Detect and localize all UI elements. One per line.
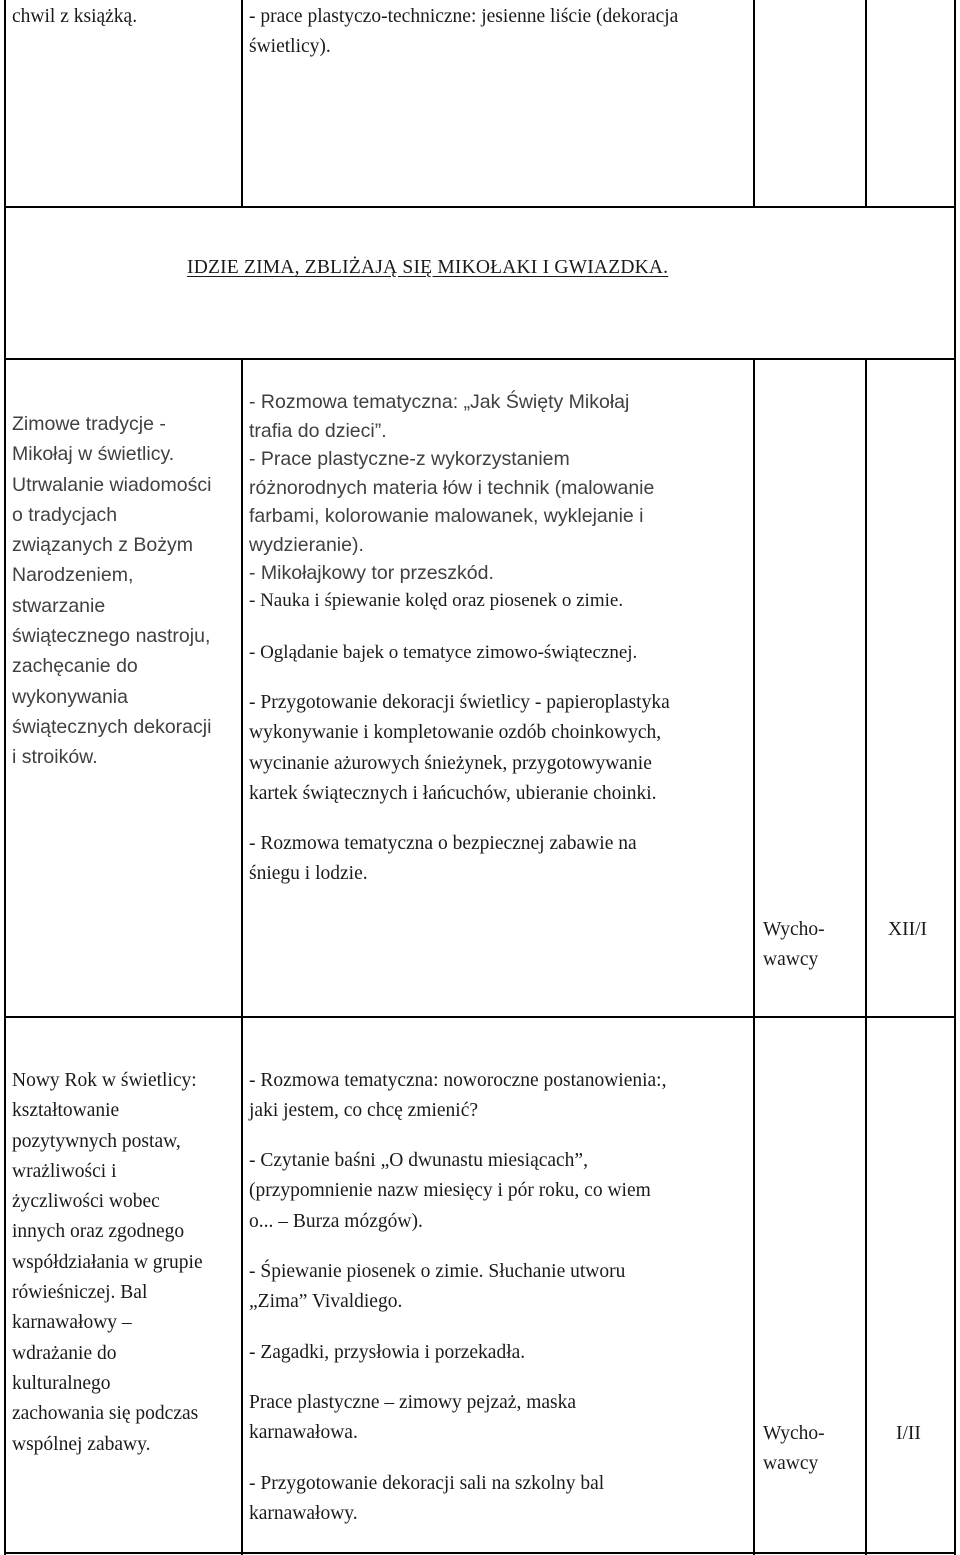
text-line: życzliwości wobec — [12, 1191, 160, 1213]
text-line: - Prace plastyczne-z wykorzystaniem — [249, 448, 570, 470]
text-line: farbami, kolorowanie malowanek, wyklejanie i — [249, 505, 644, 527]
text-line: - Nauka i śpiewanie kolęd oraz piosenek o zimie. — [249, 590, 624, 611]
row3-term: I/II — [896, 1423, 921, 1444]
text-line: śniegu i lodzie. — [249, 863, 368, 885]
text-line: wydzieranie). — [249, 533, 364, 556]
text-line: Zimowe tradycje - — [12, 413, 166, 435]
row2-topic-cell — [12, 409, 211, 773]
text-line: zachęcanie do — [12, 655, 138, 678]
text-line: rówieśniczej. Bal — [12, 1282, 148, 1304]
text-line: - Zagadki, przysłowia i porzekadła. — [249, 1342, 526, 1363]
col-divider-c — [865, 0, 867, 207]
text-line: o tradycjach — [12, 503, 118, 526]
text-line: związanych z Bożym — [12, 534, 193, 557]
text-line: wdrażanie do — [12, 1342, 117, 1364]
text-line: współdziałania w grupie — [12, 1251, 203, 1273]
text-line: wycinanie ażurowych śnieżynek, przygotowywanie — [249, 752, 652, 774]
row3-activities-block-3 — [249, 1257, 625, 1318]
row3-activities-block-5 — [249, 1388, 576, 1449]
row0-col2 — [249, 2, 678, 63]
text-line: zachowania się podczas — [12, 1403, 199, 1425]
row2-activities-block-3 — [249, 638, 637, 668]
table-border-bottom — [4, 1552, 956, 1554]
row2-responsible — [763, 915, 825, 976]
text-line: innych oraz zgodnego — [12, 1221, 185, 1243]
text-line: stwarzanie — [12, 594, 106, 617]
row2-activities-block-5 — [249, 829, 637, 890]
text-line: karnawałowy – — [12, 1312, 132, 1334]
text-line: Wycho- — [763, 919, 825, 940]
text-line: różnorodnych materia łów i technik (malowanie — [249, 476, 655, 499]
table-border-right — [954, 0, 956, 1555]
text-line: karnawałowa. — [249, 1422, 358, 1444]
row3-activities-block-6 — [249, 1469, 604, 1530]
text-line: „Zima” Vivaldiego. — [249, 1291, 403, 1313]
text-line: wykonywania — [12, 685, 128, 708]
text-line: kształtowanie — [12, 1100, 120, 1122]
col-divider-a — [241, 0, 243, 207]
text-line: pozytywnych postaw, — [12, 1130, 181, 1152]
text-line: wawcy — [763, 1453, 819, 1475]
text-line: - Oglądanie bajek o tematyce zimowo-świątecznej. — [249, 642, 638, 663]
col-divider-b2 — [753, 359, 755, 1555]
text-line: o... – Burza mózgów). — [249, 1210, 423, 1232]
text-line: - prace plastyczo-techniczne: jesienne liście (dekoracja — [249, 6, 679, 27]
text-line: - Rozmowa tematyczna o bezpiecznej zabawie na — [249, 833, 637, 854]
text-line: wspólnej zabawy. — [12, 1433, 151, 1455]
text-line: - Czytanie baśni „O dwunastu miesiącach”, — [249, 1150, 588, 1171]
section-heading: IDZIE ZIMA, ZBLIŻAJĄ SIĘ MIKOŁAKI I GWIAZDKA. — [187, 257, 669, 278]
row2-activities-block-2 — [249, 586, 623, 616]
text-line: - Przygotowanie dekoracji świetlicy - papieroplastyka — [249, 692, 670, 713]
row-divider-3 — [4, 1016, 956, 1018]
col-divider-b — [753, 0, 755, 207]
row3-topic-cell — [12, 1066, 203, 1460]
text-line: - Rozmowa tematyczna: „Jak Święty Mikołaj — [249, 391, 630, 413]
row2-term: XII/I — [888, 919, 927, 940]
text-line: - Przygotowanie dekoracji sali na szkolny bal — [249, 1473, 605, 1494]
text-line: wykonywanie i kompletowanie ozdób choinkowych, — [249, 722, 662, 744]
row2-activities-block-1 — [249, 388, 654, 588]
text-line: Mikołaj w świetlicy. — [12, 443, 175, 466]
text-line: kulturalnego — [12, 1372, 111, 1394]
col-divider-a2 — [241, 359, 243, 1555]
text-line: (przypomnienie nazw miesięcy i pór roku, co wiem — [249, 1180, 651, 1202]
row-divider-2 — [4, 358, 956, 360]
row-divider-1 — [4, 206, 956, 208]
text-line: jaki jestem, co chcę zmienić? — [249, 1100, 479, 1122]
text-line: trafia do dzieci”. — [249, 419, 387, 442]
text-line: chwil z książką. — [12, 6, 138, 27]
text-line: Narodzeniem, — [12, 564, 134, 587]
text-line: - Mikołajkowy tor przeszkód. — [249, 562, 494, 584]
col-divider-c2 — [865, 359, 867, 1555]
text-line: wrażliwości i — [12, 1160, 117, 1182]
text-line: i stroików. — [12, 746, 98, 769]
text-line: Utrwalanie wiadomości — [12, 473, 212, 496]
text-line: Nowy Rok w świetlicy: — [12, 1070, 197, 1091]
row3-responsible — [763, 1419, 825, 1480]
text-line: świetlicy). — [249, 36, 331, 58]
text-line: - Śpiewanie piosenek o zimie. Słuchanie utworu — [249, 1261, 626, 1282]
text-line: - Rozmowa tematyczna: noworoczne postanowienia:, — [249, 1070, 667, 1091]
text-line: karnawałowy. — [249, 1503, 358, 1525]
row0-col1 — [12, 2, 137, 32]
row3-activities-block-4 — [249, 1338, 525, 1368]
row3-activities-block-1 — [249, 1066, 666, 1127]
text-line: świątecznych dekoracji — [12, 715, 212, 738]
text-line: kartek świątecznych i łańcuchów, ubieranie choinki. — [249, 782, 657, 804]
row3-activities-block-2 — [249, 1146, 651, 1237]
row2-activities-block-4 — [249, 688, 670, 809]
text-line: świątecznego nastroju, — [12, 625, 211, 648]
text-line: Prace plastyczne – zimowy pejzaż, maska — [249, 1392, 577, 1413]
text-line: Wycho- — [763, 1423, 825, 1444]
text-line: wawcy — [763, 949, 819, 971]
table-border-left — [4, 0, 6, 1555]
